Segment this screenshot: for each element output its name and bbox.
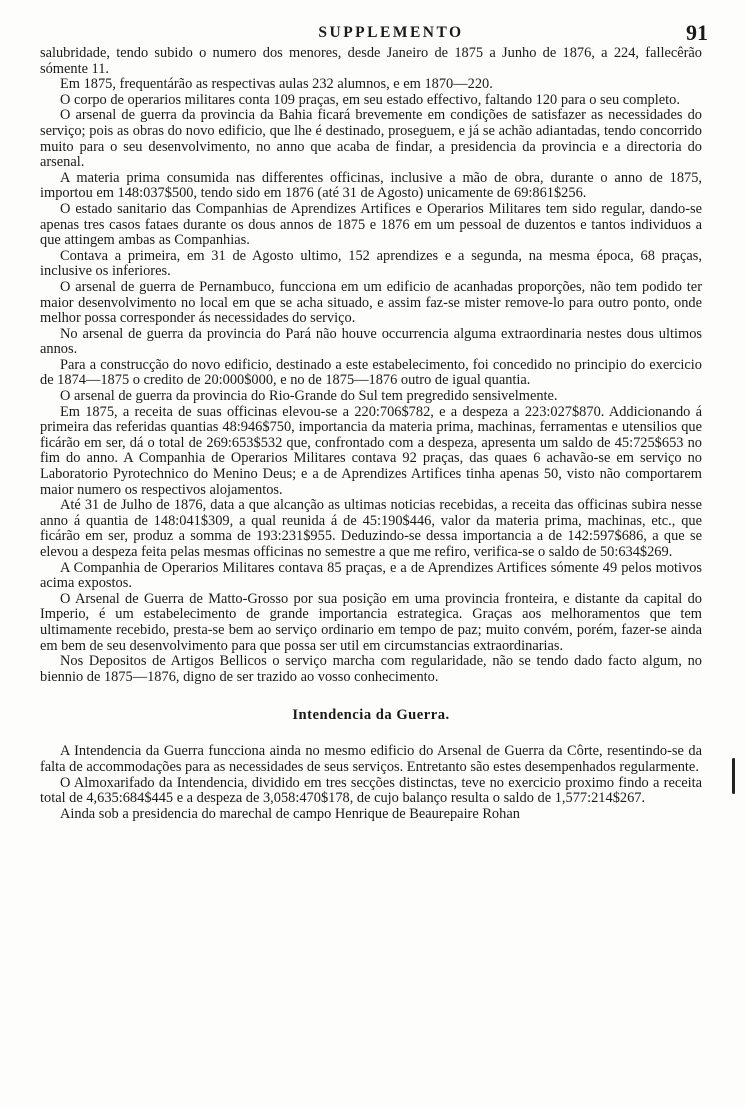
paragraph: A Companhia de Operarios Militares contava 85 praças, e a de Aprendizes Artifices sómente 49 pelos motivos acima expostos. <box>40 559 702 592</box>
paragraph: A materia prima consumida nas differentes officinas, inclusive a mão de obra, durante o anno de 1875, importou em 148:037$500, tendo sido em 1876 (até 31 de Agosto) unicamente de 69:861$256. <box>40 169 702 202</box>
paragraph: O arsenal de guerra de Pernambuco, funcciona em um edificio de acanhadas proporções, não tem podido ter maior desenvolvimento no local em que se acha situado, e assim faz-se mister remove-lo para outro ponto, onde melhor possa corresponder ás necessidades do serviço. <box>40 278 702 327</box>
paragraph: Em 1875, a receita de suas officinas elevou-se a 220:706$782, e a despeza a 223:027$870. Addicionando á primeira das referidas quantias 48:946$750, importancia da materia prima, machinas, ferramentas e utensilios que ficárão em ser, dá o total de 269:653$532 que, confrontado com a despeza, apresenta um saldo de 45:725$653 no fim do anno. A Companhia de Operarios Militares contava 92 praças, das quaes 6 achavão-se em serviço no Laboratorio Pyrotechnico do Menino Deus; e a de Aprendizes Artifices tinha apenas 50, visto não comportarem maior numero os respectivos alojamentos. <box>40 403 702 498</box>
paragraph: O arsenal de guerra da provincia do Rio-Grande do Sul tem pregredido sensivelmente. <box>60 388 558 405</box>
section-text <box>40 744 702 822</box>
margin-mark <box>732 758 735 794</box>
paragraph: Até 31 de Julho de 1876, data a que alcanção as ultimas noticias recebidas, a receita das officinas subira nesse anno á quantia de 148:041$309, a qual reunida á de 45:190$446, valor da materia prima, machinas, etc., que ficárão em ser, produz a somma de 193:231$955. Deduzindo-se dessa importancia a de 142:597$686, a que se elevou a despeza feita pelas mesmas officinas no semestre a que me refiro, verifica-se o saldo de 50:634$269. <box>40 497 702 560</box>
paragraph: Ainda sob a presidencia do marechal de campo Henrique de Beaurepaire Rohan <box>60 805 520 822</box>
paragraph: Contava a primeira, em 31 de Agosto ultimo, 152 aprendizes e a segunda, na mesma época, 68 praças, inclusive os inferiores. <box>40 247 702 280</box>
page-number: 91 <box>686 20 708 45</box>
paragraph: O arsenal de guerra da provincia da Bahia ficará brevemente em condições de satisfazer as necessidades do serviço; pois as obras do novo edificio, que lhe é destinado, proseguem, e já se achão adiantadas, tendo concorrido muito para o seu desenvolvimento, no anno que acaba de findar, a presidencia da provincia e a directoria do arsenal. <box>40 107 702 171</box>
paragraph: O Almoxarifado da Intendencia, dividido em tres secções distinctas, teve no exercicio proximo findo a receita total de 4,635:684$445 e a despeza de 3,058:470$178, de cujo balanço resulta o saldo de 1,577:214$267. <box>40 774 702 807</box>
paragraph: Para a construcção do novo edificio, destinado a este estabelecimento, foi concedido no principio do exercicio de 1874—1875 o credito de 20:000$000, e no de 1875—1876 outro de igual quantia. <box>40 356 702 389</box>
paragraph: Em 1875, frequentárão as respectivas aulas 232 alumnos, e em 1870—220. <box>60 76 493 93</box>
paragraph: O Arsenal de Guerra de Matto-Grosso por sua posição em uma provincia fronteira, e distante da capital do Imperio, é um estabelecimento de grande importancia estrategica. Graças aos melhoramentos que tem ultimamente recebido, presta-se bem ao serviço ordinario em tempo de paz; muito convém, porém, fazer-se ainda em bem de seu desenvolvimento para que possa ser util em circumstancias extraordinarias. <box>40 590 702 654</box>
main-text <box>40 46 702 685</box>
page-header <box>40 20 708 46</box>
paragraph: O corpo de operarios militares conta 109 praças, em seu estado effectivo, faltando 120 para o seu completo. <box>60 91 680 108</box>
paragraph: A Intendencia da Guerra funcciona ainda no mesmo edificio do Arsenal de Guerra da Côrte, resentindo-se da falta de accommodações para as necessidades de seus serviços. Entretanto são estes desempenhados regularmente. <box>40 743 702 775</box>
section-heading: Intendencia da Guerra. <box>292 707 450 724</box>
paragraph: No arsenal de guerra da provincia do Pará não houve occurrencia alguma extraordinaria nestes dous ultimos annos. <box>40 325 702 358</box>
paragraph: O estado sanitario das Companhias de Aprendizes Artifices e Operarios Militares tem sido regular, dando-se apenas tres casos fataes durante os dous annos de 1875 e 1876 em um pessoal de duzentos e tantos individuos a que attingem ambas as Companhias. <box>40 200 702 249</box>
paragraph: salubridade, tendo subido o numero dos menores, desde Janeiro de 1875 a Junho de 1876, a 224, fallecêrão sómente 11. <box>40 45 702 77</box>
running-title: SUPPLEMENTO <box>318 24 464 41</box>
paragraph: Nos Depositos de Artigos Bellicos o serviço marcha com regularidade, não se tendo dado facto algum, no biennio de 1875—1876, digno de ser trazido ao vosso conhecimento. <box>40 653 702 685</box>
